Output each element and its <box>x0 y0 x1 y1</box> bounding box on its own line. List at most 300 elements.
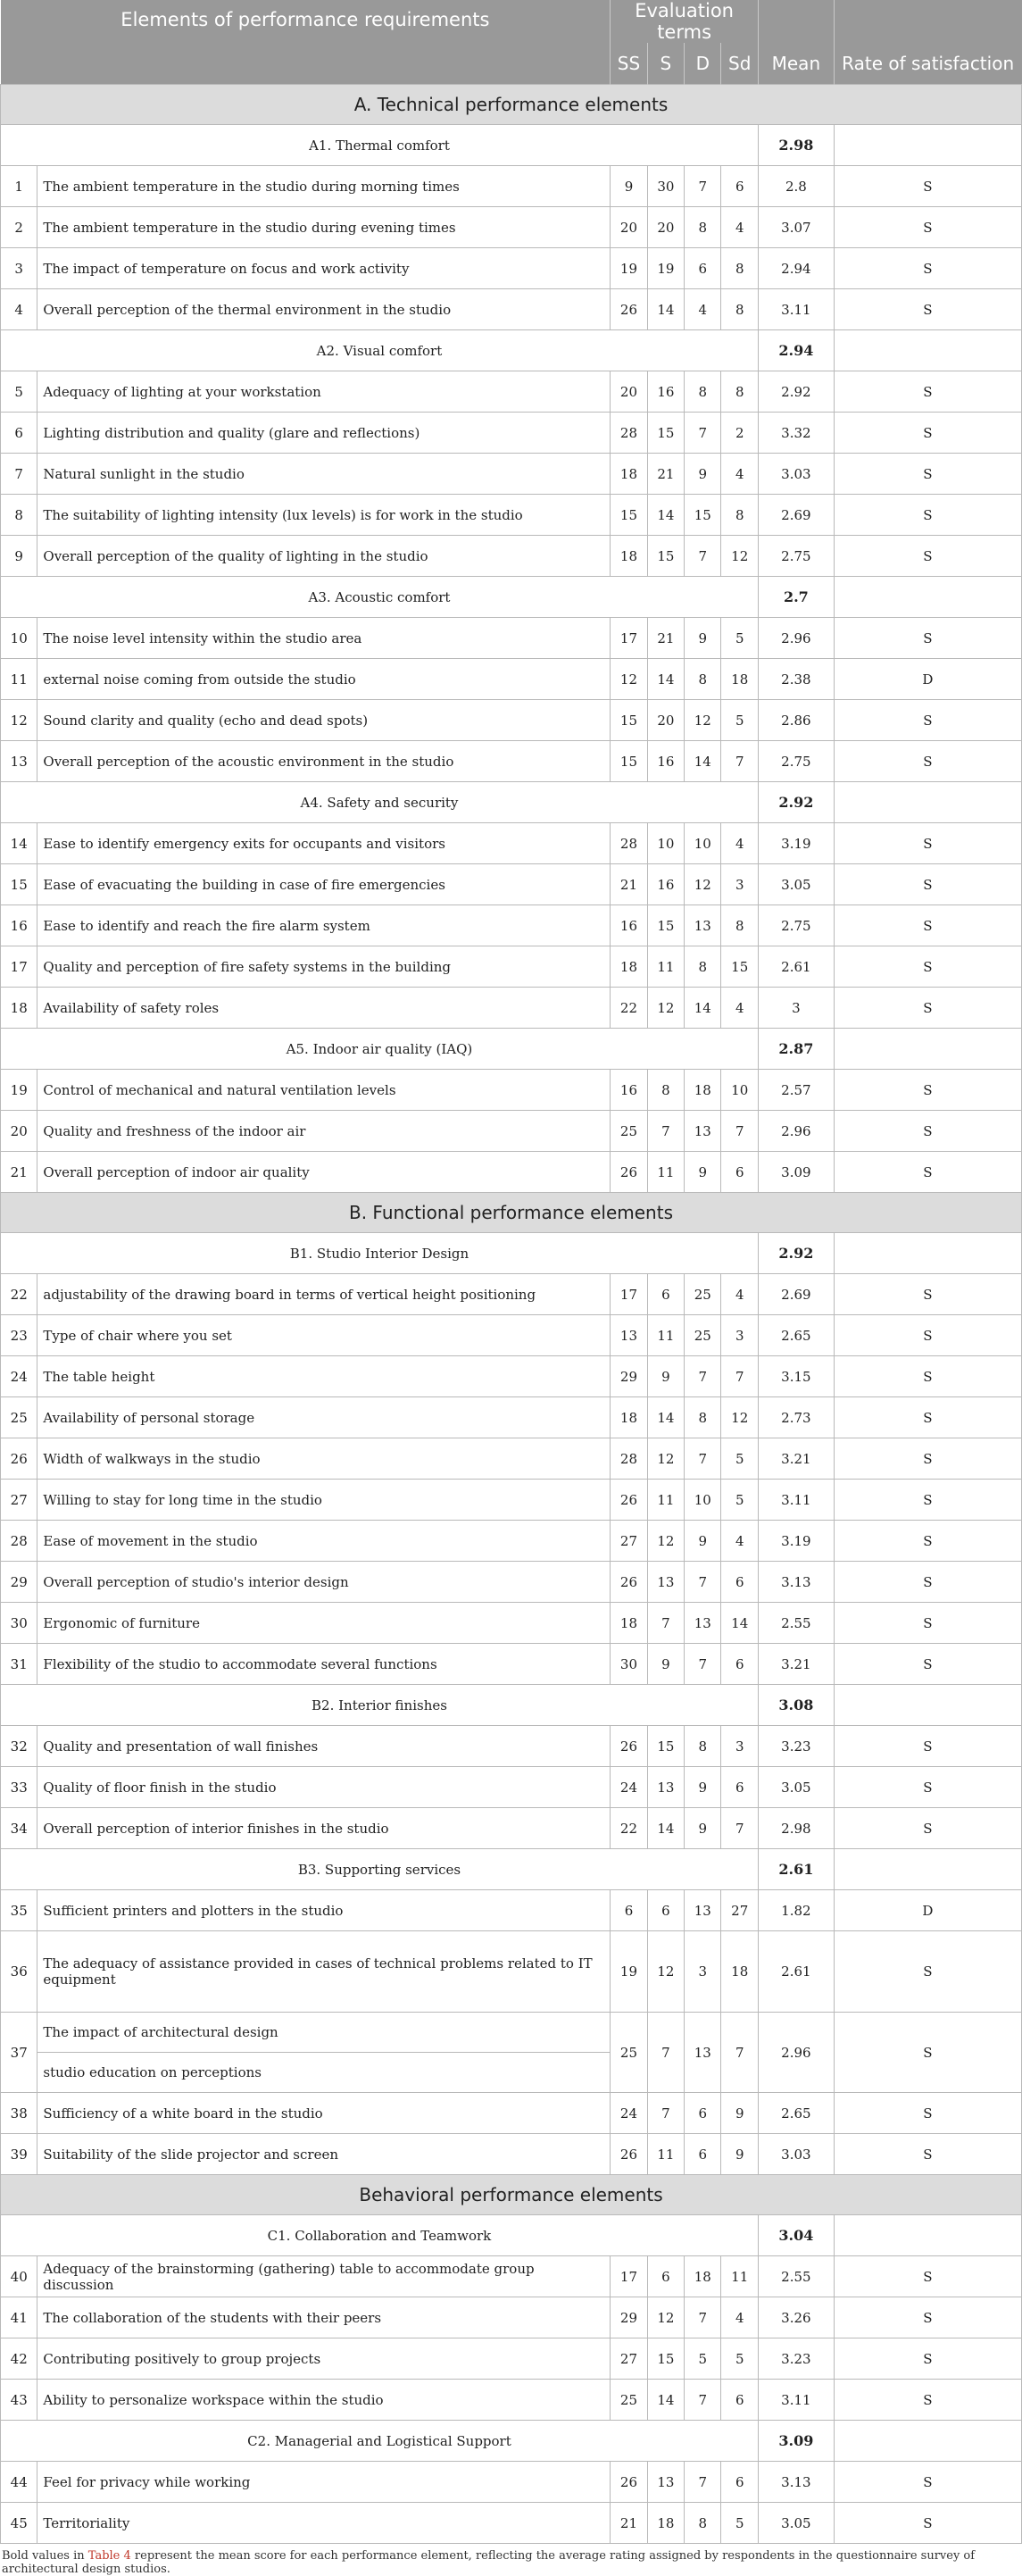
cell-ss: 17 <box>611 618 647 659</box>
cell-mean: 2.98 <box>758 1808 834 1849</box>
cell-s: 13 <box>647 2462 684 2503</box>
cell-s: 13 <box>647 1767 684 1808</box>
cell-ss: 19 <box>611 248 647 289</box>
cell-mean: 3.03 <box>758 2134 834 2175</box>
row-description: adjustability of the drawing board in terms of vertical height positioning <box>37 1274 611 1315</box>
section-title: Behavioral performance elements <box>1 2175 1022 2215</box>
row-number: 11 <box>1 659 37 700</box>
cell-d: 7 <box>685 536 721 577</box>
cell-d: 8 <box>685 946 721 988</box>
cell-s: 18 <box>647 2503 684 2544</box>
cell-d: 13 <box>685 1890 721 1931</box>
header-rate: Rate of satisfaction <box>834 43 1021 85</box>
row-description: Flexibility of the studio to accommodate several functions <box>37 1644 611 1685</box>
cell-ss: 18 <box>611 454 647 495</box>
table-row <box>1 1438 1022 1480</box>
row-number: 43 <box>1 2380 37 2421</box>
cell-d: 5 <box>685 2338 721 2380</box>
row-number: 39 <box>1 2134 37 2175</box>
row-description: Availability of personal storage <box>37 1397 611 1438</box>
cell-ss: 21 <box>611 864 647 905</box>
group-name: C2. Managerial and Logistical Support <box>1 2421 759 2462</box>
cell-d: 6 <box>685 248 721 289</box>
cell-mean: 3.19 <box>758 823 834 864</box>
row-number: 25 <box>1 1397 37 1438</box>
cell-s: 7 <box>647 2093 684 2134</box>
cell-d: 25 <box>685 1315 721 1356</box>
cell-sd: 4 <box>721 823 758 864</box>
cell-s: 12 <box>647 1438 684 1480</box>
table-row <box>1 454 1022 495</box>
cell-rate: S <box>834 2297 1021 2338</box>
group-mean: 2.94 <box>758 330 834 371</box>
group-name: A3. Acoustic comfort <box>1 577 759 618</box>
row-description: Control of mechanical and natural ventilation levels <box>37 1070 611 1111</box>
cell-mean: 2.69 <box>758 1274 834 1315</box>
row-description: The ambient temperature in the studio during morning times <box>37 166 611 207</box>
cell-mean: 2.65 <box>758 2093 834 2134</box>
cell-mean: 3.09 <box>758 1152 834 1193</box>
row-description: Ease to identify and reach the fire alarm system <box>37 905 611 946</box>
group-row <box>1 125 1022 166</box>
group-name: B3. Supporting services <box>1 1849 759 1890</box>
cell-d: 7 <box>685 1562 721 1603</box>
table-row <box>1 1356 1022 1397</box>
cell-s: 12 <box>647 1931 684 2013</box>
row-description: The noise level intensity within the studio area <box>37 618 611 659</box>
cell-rate: S <box>834 988 1021 1029</box>
cell-d: 7 <box>685 2297 721 2338</box>
cell-mean: 2.61 <box>758 946 834 988</box>
cell-sd: 6 <box>721 2462 758 2503</box>
cell-mean: 2.75 <box>758 536 834 577</box>
cell-rate: S <box>834 1356 1021 1397</box>
section-row <box>1 85 1022 125</box>
table-row <box>1 207 1022 248</box>
table-header <box>1 0 1022 85</box>
header-mean: Mean <box>758 43 834 85</box>
cell-d: 9 <box>685 454 721 495</box>
cell-rate: S <box>834 371 1021 413</box>
cell-d: 13 <box>685 1111 721 1152</box>
cell-sd: 3 <box>721 864 758 905</box>
row-number: 24 <box>1 1356 37 1397</box>
cell-s: 7 <box>647 1111 684 1152</box>
cell-sd: 4 <box>721 988 758 1029</box>
cell-mean: 3.13 <box>758 1562 834 1603</box>
row-description: Type of chair where you set <box>37 1315 611 1356</box>
cell-s: 14 <box>647 2380 684 2421</box>
cell-rate: S <box>834 166 1021 207</box>
cell-d: 10 <box>685 1480 721 1521</box>
cell-d: 25 <box>685 1274 721 1315</box>
row-number: 28 <box>1 1521 37 1562</box>
header-ss: SS <box>611 43 647 85</box>
cell-mean: 3.21 <box>758 1644 834 1685</box>
cell-ss: 13 <box>611 1315 647 1356</box>
cell-ss: 30 <box>611 1644 647 1685</box>
cell-d: 8 <box>685 207 721 248</box>
header-s: S <box>647 43 684 85</box>
cell-rate: S <box>834 618 1021 659</box>
cell-s: 9 <box>647 1644 684 1685</box>
cell-s: 14 <box>647 659 684 700</box>
cell-d: 6 <box>685 2134 721 2175</box>
cell-s: 11 <box>647 946 684 988</box>
cell-rate: S <box>834 1726 1021 1767</box>
cell-s: 11 <box>647 2134 684 2175</box>
table-row <box>1 905 1022 946</box>
cell-rate: S <box>834 1152 1021 1193</box>
group-mean: 3.09 <box>758 2421 834 2462</box>
cell-d: 12 <box>685 700 721 741</box>
table-row <box>1 1644 1022 1685</box>
cell-ss: 28 <box>611 413 647 454</box>
row-description: Quality of floor finish in the studio <box>37 1767 611 1808</box>
footnote: Bold values in Table 4 represent the mean score for each performance element, reflecting the average rating assigned by respondents in the questionnaire survey of architectural design studios. <box>2 2549 976 2576</box>
cell-s: 11 <box>647 1315 684 1356</box>
row-description: Ease of evacuating the building in case of fire emergencies <box>37 864 611 905</box>
cell-ss: 15 <box>611 700 647 741</box>
cell-ss: 20 <box>611 371 647 413</box>
table-row <box>1 1726 1022 1767</box>
table-row <box>1 371 1022 413</box>
cell-s: 15 <box>647 536 684 577</box>
table-row <box>1 536 1022 577</box>
cell-s: 14 <box>647 289 684 330</box>
group-mean: 3.04 <box>758 2215 834 2256</box>
cell-mean: 3.03 <box>758 454 834 495</box>
row-description: Availability of safety roles <box>37 988 611 1029</box>
cell-sd: 7 <box>721 2013 758 2093</box>
cell-mean: 3.05 <box>758 1767 834 1808</box>
row-number: 19 <box>1 1070 37 1111</box>
row-description: Sufficiency of a white board in the studio <box>37 2093 611 2134</box>
cell-ss: 18 <box>611 1397 647 1438</box>
cell-rate: S <box>834 1603 1021 1644</box>
row-description: Overall perception of the thermal environment in the studio <box>37 289 611 330</box>
cell-mean: 2.73 <box>758 1397 834 1438</box>
group-mean: 2.92 <box>758 782 834 823</box>
row-description: Adequacy of the brainstorming (gathering) table to accommodate group discussion <box>37 2256 611 2297</box>
cell-s: 7 <box>647 1603 684 1644</box>
row-description: Overall perception of the quality of lighting in the studio <box>37 536 611 577</box>
cell-ss: 21 <box>611 2503 647 2544</box>
cell-mean: 2.38 <box>758 659 834 700</box>
cell-rate: S <box>834 1111 1021 1152</box>
table-row <box>1 988 1022 1029</box>
group-row <box>1 330 1022 371</box>
cell-rate: S <box>834 413 1021 454</box>
row-description: Quality and perception of fire safety systems in the building <box>37 946 611 988</box>
row-description: Territoriality <box>37 2503 611 2544</box>
cell-d: 7 <box>685 1644 721 1685</box>
cell-ss: 9 <box>611 166 647 207</box>
row-description-line1: The impact of architectural design <box>37 2013 610 2053</box>
table-row <box>1 2256 1022 2297</box>
cell-s: 6 <box>647 1274 684 1315</box>
cell-sd: 6 <box>721 2380 758 2421</box>
cell-sd: 14 <box>721 1603 758 1644</box>
cell-sd: 4 <box>721 2297 758 2338</box>
row-description: The collaboration of the students with their peers <box>37 2297 611 2338</box>
cell-sd: 5 <box>721 2338 758 2380</box>
cell-ss: 29 <box>611 1356 647 1397</box>
cell-d: 15 <box>685 495 721 536</box>
row-number: 27 <box>1 1480 37 1521</box>
cell-s: 30 <box>647 166 684 207</box>
group-name: A2. Visual comfort <box>1 330 759 371</box>
row-number: 9 <box>1 536 37 577</box>
cell-sd: 18 <box>721 659 758 700</box>
cell-sd: 4 <box>721 1521 758 1562</box>
table-row <box>1 2093 1022 2134</box>
cell-sd: 6 <box>721 1644 758 1685</box>
cell-sd: 8 <box>721 289 758 330</box>
cell-ss: 22 <box>611 1808 647 1849</box>
cell-mean: 1.82 <box>758 1890 834 1931</box>
cell-ss: 18 <box>611 1603 647 1644</box>
table-row <box>1 700 1022 741</box>
group-name: B1. Studio Interior Design <box>1 1233 759 1274</box>
cell-d: 7 <box>685 413 721 454</box>
table-row <box>1 1315 1022 1356</box>
header-d: D <box>685 43 721 85</box>
cell-sd: 10 <box>721 1070 758 1111</box>
cell-d: 7 <box>685 2462 721 2503</box>
cell-d: 13 <box>685 2013 721 2093</box>
cell-d: 13 <box>685 1603 721 1644</box>
cell-ss: 24 <box>611 1767 647 1808</box>
cell-ss: 26 <box>611 1152 647 1193</box>
cell-mean: 2.55 <box>758 2256 834 2297</box>
table-row <box>1 289 1022 330</box>
group-row <box>1 782 1022 823</box>
cell-ss: 19 <box>611 1931 647 2013</box>
row-number: 44 <box>1 2462 37 2503</box>
cell-ss: 26 <box>611 1480 647 1521</box>
group-name: C1. Collaboration and Teamwork <box>1 2215 759 2256</box>
cell-sd: 5 <box>721 2503 758 2544</box>
cell-s: 15 <box>647 413 684 454</box>
row-description: Feel for privacy while working <box>37 2462 611 2503</box>
cell-mean: 3.05 <box>758 2503 834 2544</box>
table-row <box>1 1562 1022 1603</box>
row-description: Contributing positively to group projects <box>37 2338 611 2380</box>
row-description: Willing to stay for long time in the studio <box>37 1480 611 1521</box>
row-description: Overall perception of indoor air quality <box>37 1152 611 1193</box>
cell-sd: 6 <box>721 1562 758 1603</box>
table-row <box>1 946 1022 988</box>
row-number: 40 <box>1 2256 37 2297</box>
cell-mean: 3.21 <box>758 1438 834 1480</box>
cell-s: 6 <box>647 1890 684 1931</box>
cell-rate: D <box>834 659 1021 700</box>
cell-sd: 2 <box>721 413 758 454</box>
cell-s: 11 <box>647 1152 684 1193</box>
table-row <box>1 864 1022 905</box>
cell-rate: S <box>834 2338 1021 2380</box>
cell-d: 9 <box>685 1152 721 1193</box>
table-row <box>1 2297 1022 2338</box>
cell-ss: 6 <box>611 1890 647 1931</box>
row-number: 4 <box>1 289 37 330</box>
cell-rate: S <box>834 700 1021 741</box>
group-row <box>1 2421 1022 2462</box>
cell-s: 10 <box>647 823 684 864</box>
cell-sd: 3 <box>721 1315 758 1356</box>
cell-ss: 25 <box>611 2380 647 2421</box>
row-number: 1 <box>1 166 37 207</box>
row-description: Ability to personalize workspace within the studio <box>37 2380 611 2421</box>
table-row <box>1 2338 1022 2380</box>
row-description: The adequacy of assistance provided in cases of technical problems related to IT equipment <box>37 1931 611 2013</box>
row-description <box>37 2013 611 2093</box>
cell-rate: S <box>834 2503 1021 2544</box>
row-number: 18 <box>1 988 37 1029</box>
cell-rate: S <box>834 1274 1021 1315</box>
row-description: external noise coming from outside the studio <box>37 659 611 700</box>
cell-rate: S <box>834 1562 1021 1603</box>
cell-rate: S <box>834 823 1021 864</box>
cell-sd: 9 <box>721 2093 758 2134</box>
cell-mean: 2.65 <box>758 1315 834 1356</box>
cell-sd: 5 <box>721 618 758 659</box>
cell-s: 9 <box>647 1356 684 1397</box>
cell-sd: 7 <box>721 741 758 782</box>
cell-rate: S <box>834 1397 1021 1438</box>
row-description: Width of walkways in the studio <box>37 1438 611 1480</box>
cell-mean: 2.86 <box>758 700 834 741</box>
cell-d: 8 <box>685 659 721 700</box>
table-reference-link[interactable]: Table 4 <box>87 2549 131 2563</box>
row-number: 21 <box>1 1152 37 1193</box>
table-row <box>1 1397 1022 1438</box>
cell-d: 4 <box>685 289 721 330</box>
header-sd: Sd <box>721 43 758 85</box>
cell-mean: 3.23 <box>758 1726 834 1767</box>
row-number: 30 <box>1 1603 37 1644</box>
cell-sd: 5 <box>721 1480 758 1521</box>
cell-sd: 11 <box>721 2256 758 2297</box>
table-body <box>1 85 1022 2544</box>
cell-ss: 18 <box>611 536 647 577</box>
cell-mean: 2.61 <box>758 1931 834 2013</box>
cell-d: 9 <box>685 618 721 659</box>
row-number: 7 <box>1 454 37 495</box>
cell-d: 8 <box>685 1726 721 1767</box>
row-number: 36 <box>1 1931 37 2013</box>
cell-sd: 6 <box>721 1767 758 1808</box>
cell-sd: 4 <box>721 1274 758 1315</box>
cell-s: 12 <box>647 1521 684 1562</box>
cell-mean: 2.94 <box>758 248 834 289</box>
cell-sd: 7 <box>721 1356 758 1397</box>
table-row <box>1 248 1022 289</box>
cell-mean: 3.26 <box>758 2297 834 2338</box>
row-number: 42 <box>1 2338 37 2380</box>
cell-d: 10 <box>685 823 721 864</box>
cell-d: 9 <box>685 1808 721 1849</box>
section-title: B. Functional performance elements <box>1 1193 1022 1233</box>
cell-rate: S <box>834 1070 1021 1111</box>
row-number: 14 <box>1 823 37 864</box>
cell-mean: 2.92 <box>758 371 834 413</box>
cell-s: 11 <box>647 1480 684 1521</box>
table-row <box>1 1274 1022 1315</box>
cell-sd: 8 <box>721 905 758 946</box>
group-name: B2. Interior finishes <box>1 1685 759 1726</box>
cell-s: 12 <box>647 2297 684 2338</box>
table-row <box>1 1603 1022 1644</box>
cell-ss: 17 <box>611 2256 647 2297</box>
cell-sd: 9 <box>721 2134 758 2175</box>
section-row <box>1 2175 1022 2215</box>
cell-s: 6 <box>647 2256 684 2297</box>
cell-s: 16 <box>647 864 684 905</box>
table-row <box>1 659 1022 700</box>
row-number: 8 <box>1 495 37 536</box>
group-name: A4. Safety and security <box>1 782 759 823</box>
cell-d: 18 <box>685 1070 721 1111</box>
group-name: A5. Indoor air quality (IAQ) <box>1 1029 759 1070</box>
cell-mean: 3.07 <box>758 207 834 248</box>
cell-sd: 12 <box>721 1397 758 1438</box>
row-description: The ambient temperature in the studio during evening times <box>37 207 611 248</box>
cell-s: 16 <box>647 741 684 782</box>
group-row <box>1 2215 1022 2256</box>
cell-d: 7 <box>685 1438 721 1480</box>
cell-rate: S <box>834 905 1021 946</box>
cell-mean: 2.8 <box>758 166 834 207</box>
row-number: 33 <box>1 1767 37 1808</box>
row-number: 16 <box>1 905 37 946</box>
cell-ss: 26 <box>611 289 647 330</box>
cell-sd: 4 <box>721 207 758 248</box>
cell-sd: 4 <box>721 454 758 495</box>
table-row <box>1 1152 1022 1193</box>
cell-rate: S <box>834 248 1021 289</box>
row-number: 26 <box>1 1438 37 1480</box>
row-description: Ergonomic of furniture <box>37 1603 611 1644</box>
cell-s: 7 <box>647 2013 684 2093</box>
cell-mean: 2.96 <box>758 618 834 659</box>
cell-sd: 8 <box>721 371 758 413</box>
group-mean: 2.7 <box>758 577 834 618</box>
cell-mean: 2.96 <box>758 2013 834 2093</box>
header-evaluation-terms: Evaluation terms <box>611 0 759 43</box>
row-number: 45 <box>1 2503 37 2544</box>
table-row <box>1 1767 1022 1808</box>
table-row <box>1 618 1022 659</box>
row-number: 34 <box>1 1808 37 1849</box>
table-row <box>1 1931 1022 2013</box>
table-row <box>1 413 1022 454</box>
cell-ss: 16 <box>611 1070 647 1111</box>
group-name: A1. Thermal comfort <box>1 125 759 166</box>
cell-ss: 15 <box>611 495 647 536</box>
table-row <box>1 741 1022 782</box>
cell-s: 15 <box>647 2338 684 2380</box>
row-number: 32 <box>1 1726 37 1767</box>
group-mean: 2.98 <box>758 125 834 166</box>
section-row <box>1 1193 1022 1233</box>
cell-sd: 8 <box>721 248 758 289</box>
cell-mean: 2.75 <box>758 741 834 782</box>
cell-mean: 3.19 <box>758 1521 834 1562</box>
row-number: 3 <box>1 248 37 289</box>
row-description: Quality and presentation of wall finishes <box>37 1726 611 1767</box>
